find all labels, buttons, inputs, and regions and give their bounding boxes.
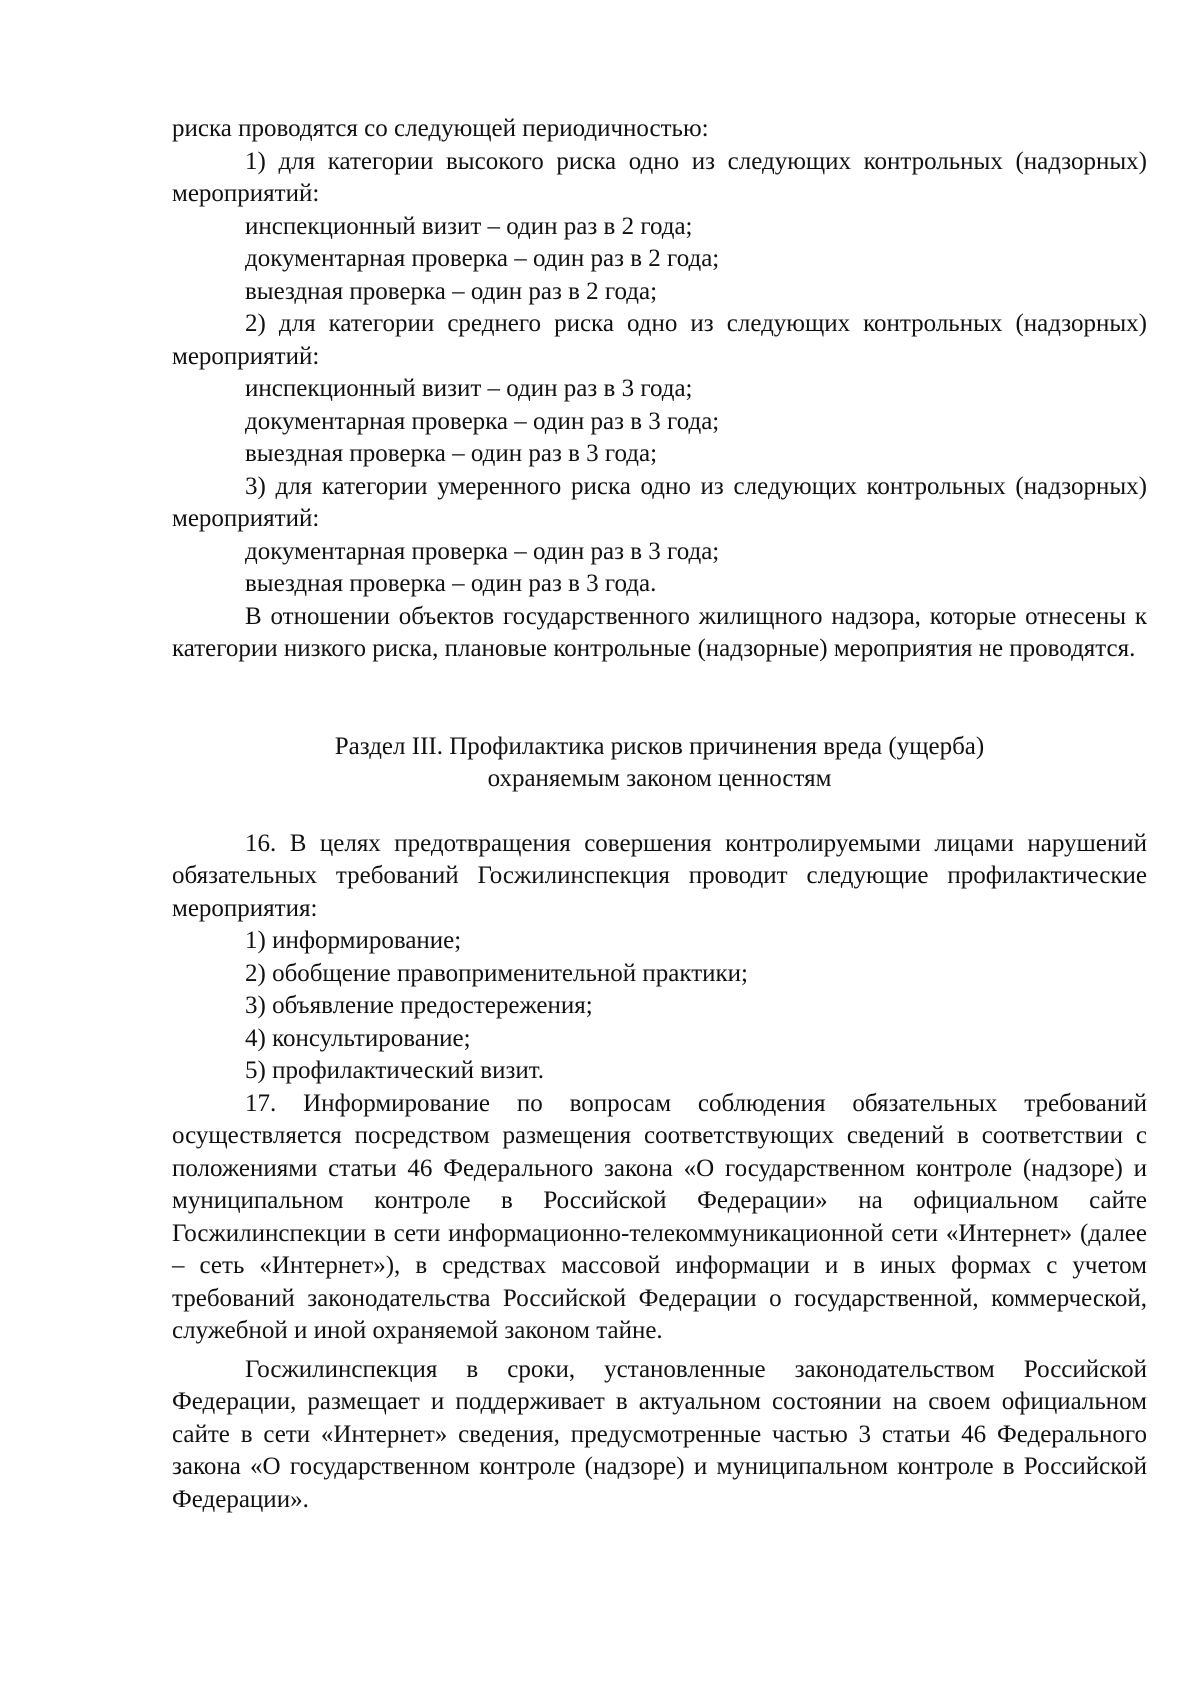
spacer [172,796,1147,828]
paragraph-16: 16. В целях предотвращения совершения контролируемыми лицами нарушений обязательных требований Госжилинспекция проводит следующие профилактические мероприятия: [172,829,1147,922]
moderate-risk-paragraph: 3) для категории умеренного риска одно из следующих контрольных (надзорных) мероприятий: [172,472,1147,532]
medium-risk-item: выездная проверка – один раз в 3 года; [245,440,658,467]
intro-line: риска проводятся со следующей периодичностью: [172,115,709,142]
prevention-item: 3) объявление предостережения; [245,992,593,1019]
paragraph-17-continued: Госжилинспекция в сроки, установленные законодательством Российской Федерации, размещает и поддерживает в актуальном состоянии на своем официальном сайте в сети «Интернет» сведения, предусмотренные частью 3 статьи 46 Федерального закона «О государственном контроле (надзоре) и муниципальном контроле в Российской Федерации». [172,1355,1147,1513]
medium-risk-item: документарная проверка – один раз в 3 года; [245,407,720,435]
moderate-risk-item: документарная проверка – один раз в 3 года; [245,537,720,565]
high-risk-paragraph: 1) для категории высокого риска одно из следующих контрольных (надзорных) мероприятий: [172,147,1147,207]
prevention-item: 4) консультирование; [245,1024,471,1052]
moderate-risk-item: выездная проверка – один раз в 3 года. [245,570,657,597]
spacer [172,666,1147,731]
low-risk-paragraph: В отношении объектов государственного жилищного надзора, которые отнесены к категории низкого риска, плановые контрольные (надзорные) мероприятия не проводятся. [172,602,1147,662]
document-body [172,113,1147,1516]
medium-risk-item: инспекционный визит – один раз в 3 года; [245,375,693,402]
prevention-item: 1) информирование; [245,927,462,954]
prevention-item: 5) профилактический визит. [245,1057,544,1084]
section-heading-line1: Раздел III. Профилактика рисков причинения вреда (ущерба) [334,732,985,760]
paragraph-17: 17. Информирование по вопросам соблюдения обязательных требований осуществляется посредством размещения соответствующих сведений в соответствии с положениями статьи 46 Федерального закона «О государственном контроле (надзоре) и муниципальном контроле в Российской Федерации» на официальном сайте Госжилинспекции в сети информационно-телекоммуникационной сети «Интернет» (далее – сеть «Интернет»), в средствах массовой информации и в иных формах с учетом требований законодательства Российской Федерации о государственной, коммерческой, служебной и иной охраняемой законом тайне. [172,1089,1147,1344]
section-heading-line2: охраняемым законом ценностям [487,765,832,792]
medium-risk-paragraph: 2) для категории среднего риска одно из следующих контрольных (надзорных) мероприятий: [172,310,1147,370]
high-risk-item: выездная проверка – один раз в 2 года; [245,277,658,305]
high-risk-item: документарная проверка – один раз в 2 года; [245,245,720,272]
high-risk-item: инспекционный визит – один раз в 2 года; [245,212,693,240]
prevention-item: 2) обобщение правоприменительной практики; [245,959,748,987]
